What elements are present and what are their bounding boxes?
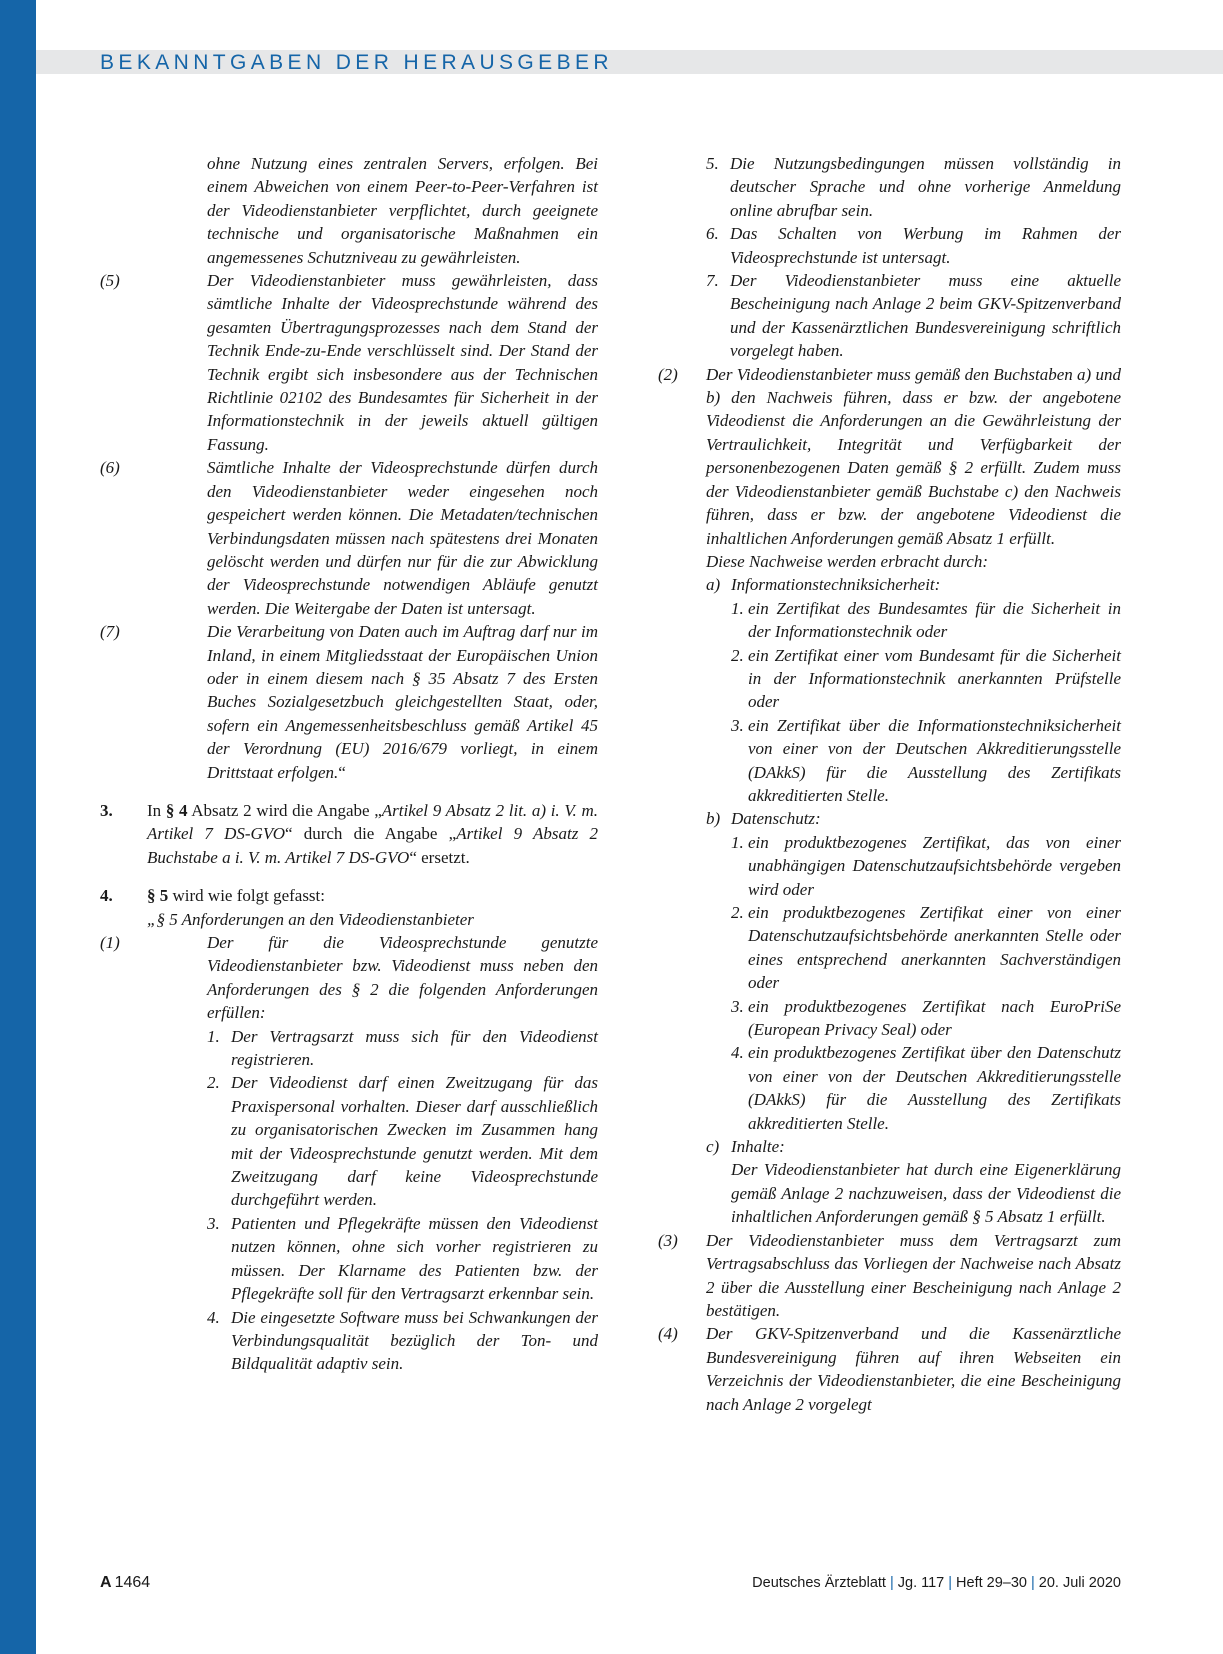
item-3-text-e: “ durch die Angabe „	[284, 824, 457, 844]
item-4-number: 4.	[100, 886, 113, 906]
paragraph-5	[100, 269, 598, 456]
list-item-text: Der Videodienstanbieter muss eine aktuelle Bescheinigung nach Anlage 2 beim GKV-Spitzenverband und der Kassenärztlichen Bundesvereinigung schriftlich vorgelegt haben.	[730, 271, 1121, 361]
list-item-text: ein produktbezogenes Zertifikat nach EuroPriSe (European Privacy Seal) oder	[748, 996, 1121, 1040]
paragraph-2-label: (2)	[658, 364, 678, 384]
evidence-intro: Diese Nachweise werden erbracht durch:	[706, 551, 989, 571]
left-column	[100, 152, 598, 1376]
list-item-text: Patienten und Pflegekräfte müssen den Videodienst nutzen können, ohne sich vorher registrieren zu müssen. Der Klarname des Patienten bzw. der Pflegekräfte soll für den Vertragsarzt erkennbar sein.	[231, 1213, 598, 1304]
list-item-number: 1.	[207, 1026, 220, 1046]
journal-issue: Heft 29–30	[956, 1575, 1027, 1591]
list-item	[731, 901, 1121, 995]
list-item-text: Die Nutzungsbedingungen müssen vollständig in deutscher Sprache und ohne vorherige Anmeldung online abrufbar sein.	[730, 154, 1121, 220]
paragraph-3-text: Der Videodienstanbieter muss dem Vertragsarzt zum Vertragsabschluss das Vorliegen der Nachweise nach Absatz 2 über die Ausstellung einer Bescheinigung nach Anlage 2 bestätigen.	[706, 1230, 1121, 1320]
list-item	[731, 1041, 1121, 1135]
paragraph-1-text: Der für die Videosprechstunde genutzte Videodienstanbieter bzw. Videodienst muss neben den Anforderungen des § 2 die folgenden Anforderungen erfüllen:	[207, 933, 598, 1023]
item-3-new-reference: Artikel 9 Absatz 2 Buchstabe a i. V. m. Artikel 7 DS-GVO	[147, 824, 599, 867]
item-3-text-a: In	[147, 800, 166, 820]
subsection-b	[706, 807, 1121, 830]
continuation-paragraph: ohne Nutzung eines zentralen Servers, erfolgen. Bei einem Abweichen von einem Peer-to-Peer-Verfahren ist der Videodienstanbieter verpflichtet, durch geeignete technische und organisatorische Maßnahmen ein angemessenes Schutzniveau zu gewährleisten.	[207, 154, 598, 267]
list-item	[207, 1212, 598, 1306]
paragraph-1	[100, 931, 598, 1025]
subsection-a-label: a)	[706, 575, 721, 595]
page-number	[100, 1574, 150, 1592]
paragraph-6	[100, 456, 598, 620]
item-4	[100, 884, 598, 907]
list-item	[731, 714, 1121, 808]
subsection-c-heading: Inhalte:	[731, 1137, 785, 1157]
journal-date: 20. Juli 2020	[1038, 1575, 1121, 1591]
separator: |	[889, 1575, 894, 1591]
list-item-text: ein produktbezogenes Zertifikat, das von einer unabhängigen Datenschutzaufsichtsbehörde vergeben wird oder	[748, 832, 1121, 899]
paragraph-3-label: (3)	[658, 1230, 678, 1250]
list-item	[207, 1306, 598, 1376]
list-item-number: 1.	[731, 598, 744, 618]
list-item-number: 2.	[731, 903, 744, 922]
item-4-text: wird wie folgt gefasst:	[168, 886, 325, 906]
item-3-old-reference: Artikel 9 Absatz 2 lit. a) i. V. m. Artikel 7 DS-GVO	[147, 800, 598, 844]
item-3-section-ref: § 4	[165, 800, 188, 820]
separator: |	[1030, 1575, 1035, 1591]
paragraph-4-text: Der GKV-Spitzenverband und die Kassenärztliche Bundesvereinigung führen auf ihren Webseiten ein Verzeichnis der Videodienstanbieter, die eine Bescheinigung nach Anlage 2 vorgelegt	[706, 1324, 1121, 1414]
list-item	[731, 644, 1121, 714]
subsection-a-heading: Informationstechniksicherheit:	[731, 575, 941, 595]
left-accent-bar	[0, 0, 36, 1654]
closing-quote: “	[338, 762, 346, 782]
list-item-number: 3.	[207, 1213, 220, 1233]
subsection-a	[706, 573, 1121, 596]
item-3-text-c: Absatz 2 wird die Angabe „	[187, 800, 382, 820]
list-item-number: 4.	[731, 1043, 744, 1063]
list-item-number: 6.	[706, 224, 719, 244]
item-3-number: 3.	[100, 800, 113, 820]
requirements-list-continued	[668, 152, 1121, 363]
paragraph-6-text: Sämtliche Inhalte der Videosprechstunde dürfen durch den Videodienstanbieter weder eingesehen noch gespeichert werden können. Die Metadaten/technischen Verbindungsdaten müssen nach spätestens drei Monaten gelöscht werden und dürfen nur für die zur Abwicklung der Videosprechstunde notwendigen Abläufe genutzt werden. Die Weitergabe der Daten ist untersagt.	[207, 458, 598, 618]
paragraph-7	[100, 620, 598, 784]
item-4-section-ref: § 5	[147, 886, 169, 906]
list-item-number: 2.	[207, 1073, 220, 1093]
subsection-c-label: c)	[706, 1137, 720, 1157]
list-item	[731, 995, 1121, 1042]
journal-name: Deutsches Ärzteblatt	[752, 1575, 886, 1591]
list-item	[706, 222, 1121, 269]
list-item-text: Der Vertragsarzt muss sich für den Videodienst registrieren.	[231, 1026, 598, 1070]
separator: |	[948, 1575, 953, 1591]
paragraph-1-label: (1)	[100, 933, 120, 952]
list-item-text: ein Zertifikat über die Informationstechniksicherheit von einer von der Deutschen Akkreditierungsstelle (DAkkS) für die Ausstellung des Zertifikats akkreditierten Stelle.	[748, 715, 1121, 805]
list-item-number: 1.	[731, 832, 744, 852]
item-3-text-g: “ ersetzt.	[409, 847, 470, 867]
list-item-number: 2.	[731, 645, 744, 665]
subsection-b-heading: Datenschutz:	[731, 809, 821, 829]
list-item-text: ein produktbezogenes Zertifikat über den Datenschutz von einer von der Deutschen Akkreditierungsstelle (DAkkS) für die Ausstellung des Zertifikats akkreditierten Stelle.	[748, 1043, 1121, 1133]
subsection-b-list	[668, 831, 1121, 1135]
list-item-number: 5.	[706, 154, 719, 173]
paragraph-5-label: (5)	[100, 271, 120, 291]
paragraph-3	[658, 1229, 1121, 1323]
paragraph-7-text: Die Verarbeitung von Daten auch im Auftrag darf nur im Inland, in einem Mitgliedsstaat der Europäischen Union oder in einem diesem nach § 35 Absatz 7 des Ersten Buches Sozialgesetzbuch gleichgestellten Staat, oder, sofern ein Angemessenheitsbeschluss gemäß Artikel 45 der Verordnung (EU) 2016/679 vorliegt, in einem Drittstaat erfolgen.	[207, 622, 598, 782]
list-item	[207, 1025, 598, 1072]
journal-volume: Jg. 117	[897, 1575, 945, 1591]
requirements-list	[100, 1025, 598, 1376]
page-prefix: A	[100, 1574, 112, 1591]
subsection-c-text: Der Videodienstanbieter hat durch eine Eigenerklärung gemäß Anlage 2 nachzuweisen, dass der Videodienst die inhaltlichen Anforderungen gemäß § 5 Absatz 1 erfüllt.	[731, 1160, 1121, 1227]
page-number-value: 1464	[114, 1574, 151, 1591]
paragraph-2	[658, 363, 1121, 550]
subsection-b-label: b)	[706, 809, 721, 829]
list-item-text: ein Zertifikat des Bundesamtes für die Sicherheit in der Informationstechnik oder	[748, 598, 1121, 642]
paragraph-2-text: Der Videodienstanbieter muss gemäß den Buchstaben a) und b) den Nachweis führen, dass er bzw. der angebotene Videodienst die Anforderungen an die Gewährleistung der Vertraulichkeit, Integrität und Verfügbarkeit der personenbezogenen Daten gemäß § 2 erfüllt. Zudem muss der Videodienstanbieter gemäß Buchstabe c) den Nachweis führen, dass er bzw. der angebotene Videodienst die inhaltlichen Anforderungen gemäß Absatz 1 erfüllt.	[706, 364, 1121, 548]
list-item	[731, 597, 1121, 644]
paragraph-4	[658, 1322, 1121, 1416]
list-item	[731, 831, 1121, 901]
item-3	[100, 799, 599, 869]
list-item	[706, 269, 1121, 363]
list-item	[207, 1071, 598, 1211]
list-item-number: 3.	[731, 715, 744, 735]
subsection-c	[706, 1135, 1121, 1158]
list-item-number: 4.	[207, 1307, 220, 1327]
section-header: BEKANNTGABEN DER HERAUSGEBER	[100, 51, 613, 74]
list-item-text: Das Schalten von Werbung im Rahmen der Videosprechstunde ist untersagt.	[730, 224, 1121, 267]
list-item-number: 3.	[731, 996, 744, 1016]
right-column	[658, 152, 1121, 1416]
list-item-text: Der Videodienst darf einen Zweitzugang für das Praxispersonal vorhalten. Dieser darf ausschließlich zu organisatorischen Zwecken im Zusammen hang mit der Videosprechstunde genutzt werden. Mit dem Zweitzugang darf keine Videosprechstunde durchgeführt werden.	[231, 1073, 598, 1210]
journal-citation	[752, 1575, 1121, 1591]
subsection-a-list	[668, 597, 1121, 808]
list-item-text: ein Zertifikat einer vom Bundesamt für die Sicherheit in der Informationstechnik anerkannten Prüfstelle oder	[748, 645, 1121, 712]
paragraph-6-label: (6)	[100, 458, 120, 478]
list-item	[706, 152, 1121, 222]
paragraph-7-label: (7)	[100, 622, 120, 642]
paragraph-5-text: Der Videodienstanbieter muss gewährleisten, dass sämtliche Inhalte der Videosprechstunde während des gesamten Übertragungsprozesses nach dem Stand der Technik Ende-zu-Ende verschlüsselt sind. Der Stand der Technik ergibt sich insbesondere aus der Technischen Richtlinie 02102 des Bundesamtes für Sicherheit in der Informationstechnik in der jeweils aktuell gültigen Fassung.	[207, 271, 598, 454]
section-5-title: „§ 5 Anforderungen an den Videodienstanbieter	[147, 909, 474, 929]
list-item-text: ein produktbezogenes Zertifikat einer von einer Datenschutzaufsichtsbehörde anerkannten Stelle oder eines entsprechend anerkannten Sachverständigen oder	[748, 903, 1121, 993]
paragraph-4-label: (4)	[658, 1324, 678, 1344]
list-item-text: Die eingesetzte Software muss bei Schwankungen der Verbindungsqualität bezüglich der Ton- und Bildqualität adaptiv sein.	[231, 1307, 598, 1374]
list-item-number: 7.	[706, 271, 719, 291]
